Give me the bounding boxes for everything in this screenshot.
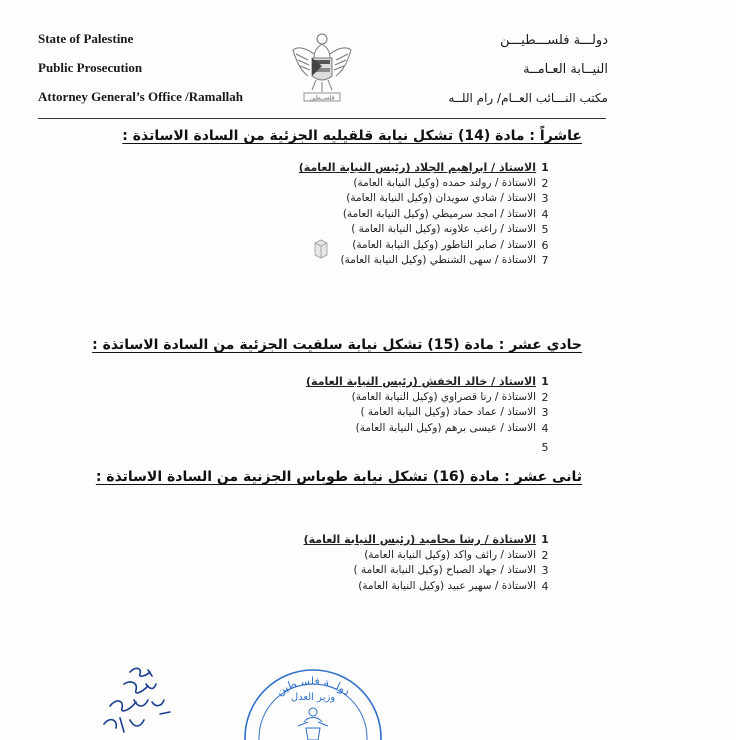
- section-title: عاشراً : مادة (14) تشكل نيابة قلقيليه الجزئية من السادة الاساتذة :: [122, 128, 582, 144]
- handwritten-signature: [90, 662, 190, 737]
- list-item: 2 الاستاذ / رائف واكد (وكيل النيابة العامة): [364, 548, 549, 562]
- letterhead-state-ar: دولـــة فلســـطيـــن: [499, 33, 608, 48]
- list-item: 1 الاستاذ / خالد الخفش (رئيس النيابة العامة): [306, 375, 549, 388]
- list-item: 5: [541, 441, 549, 454]
- cube-mark-icon: [313, 238, 329, 260]
- member-list: [298, 160, 549, 269]
- list-item: 5 الاستاذ / راغب علاونه (وكيل النيابة العامة ): [351, 223, 549, 236]
- letterhead-office-ar: النيــابة العـامــة: [523, 62, 608, 77]
- member-list: [306, 374, 549, 456]
- stamp-text-top: دولــة فلسـطين: [273, 674, 353, 699]
- section-title: حادي عشر : مادة (15) تشكل نيابة سلفيت الجزئية من السادة الاساتذة :: [92, 337, 582, 353]
- letterhead-office: Public Prosecution: [38, 60, 143, 75]
- list-item: 1 الاستاذ / ابراهيم الجلاد (رئيس النيابة العامة): [298, 161, 549, 174]
- palestine-eagle-emblem: [290, 30, 354, 108]
- letterhead-state: State of Palestine: [38, 31, 134, 46]
- stamp-text-inner: وزير العدل: [290, 692, 336, 703]
- list-item: 3 الاستاذ / جهاد الصباح (وكيل النيابة العامة ): [353, 564, 549, 577]
- list-item: 1 الاستاذة / رشا محاميد (رئيس النيابة العامة): [303, 533, 549, 546]
- letterhead-department: Attorney General’s Office /Ramallah: [38, 89, 243, 104]
- emblem-caption: فلســطين: [309, 94, 335, 102]
- list-item: 4 الاستاذ / امجد سرميطي (وكيل النيابة العامة): [342, 207, 549, 221]
- header-divider: [38, 118, 606, 119]
- list-item: 6 الاستاذ / صابر الناطور (وكيل النيابة العامة): [352, 238, 549, 252]
- list-item: 4 الاستاذة / سهير عبيد (وكيل النيابة العامة): [358, 579, 549, 593]
- member-list: [303, 532, 549, 594]
- list-item: 4 الاستاذ / عيسى برهم (وكيل النيابة العامة): [355, 421, 549, 435]
- list-item: 3 الاستاذ / شادي سويدان (وكيل النيابة العامة): [346, 192, 549, 205]
- list-item: 7 الاستاذة / سهى الشنطي (وكيل النيابة العامة): [340, 254, 549, 267]
- section-title: ثانى عشر : مادة (16) تشكل نيابة طوباس الجزنية من السادة الاساتذة :: [95, 469, 582, 485]
- list-item: 2 الاستاذة / رولند حمده (وكيل النيابة العامة): [353, 176, 549, 190]
- list-item: 2 الاستاذة / رنا قصراوي (وكيل النيابة العامة): [351, 390, 549, 404]
- list-item: 3 الاستاذ / عماد حماد (وكيل النيابة العامة ): [360, 406, 549, 419]
- ministry-stamp: [238, 650, 388, 740]
- letterhead-department-ar: مكتب النـــائب العــام/ رام اللــه: [448, 91, 608, 105]
